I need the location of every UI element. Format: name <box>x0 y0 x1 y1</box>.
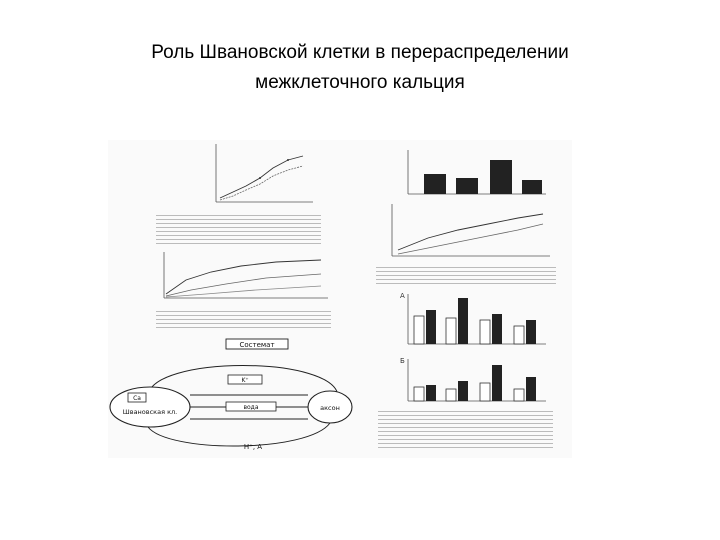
diagram-cell-label: Швановская кл. <box>122 408 178 416</box>
diagram-axon-label: аксон <box>320 404 340 412</box>
bar-chart-b-label: Б <box>400 357 405 365</box>
composite-figure <box>108 140 572 458</box>
caption-right-2 <box>378 408 553 448</box>
diagram-top-box-label: Состемат <box>239 341 275 349</box>
panel-top-right-bar-chart <box>398 148 548 200</box>
line-chart-svg-3 <box>156 250 331 305</box>
panel-top-left-line-chart <box>198 140 318 210</box>
caption-top-left <box>156 212 321 247</box>
panel-right-line-chart <box>378 200 553 262</box>
bar-chart-svg-2 <box>398 290 548 350</box>
diagram-svg <box>108 335 373 455</box>
schwann-cell-diagram <box>108 335 373 455</box>
bar-chart-svg-1 <box>398 148 548 200</box>
diagram-ca-label: Ca <box>133 395 141 402</box>
slide-title-line1: Роль Швановской клетки в перераспределении <box>151 42 569 63</box>
line-chart-svg-1 <box>198 140 318 210</box>
diagram-bottom-label: H⁺, A <box>243 443 263 451</box>
panel-middle-left-line-chart <box>156 250 331 305</box>
slide-title <box>60 38 660 98</box>
panel-bar-chart-a <box>398 290 548 350</box>
diagram-k-label: K⁺ <box>241 377 249 384</box>
bar-chart-svg-3 <box>398 355 548 407</box>
caption-middle-left <box>156 308 331 330</box>
panel-bar-chart-b <box>398 355 548 407</box>
caption-right-1 <box>376 264 556 286</box>
bar-chart-a-label: A <box>400 292 405 300</box>
line-chart-svg-2 <box>378 200 553 262</box>
diagram-water-label: вода <box>243 404 259 411</box>
slide-title-line2: межклеточного кальция <box>255 72 465 93</box>
